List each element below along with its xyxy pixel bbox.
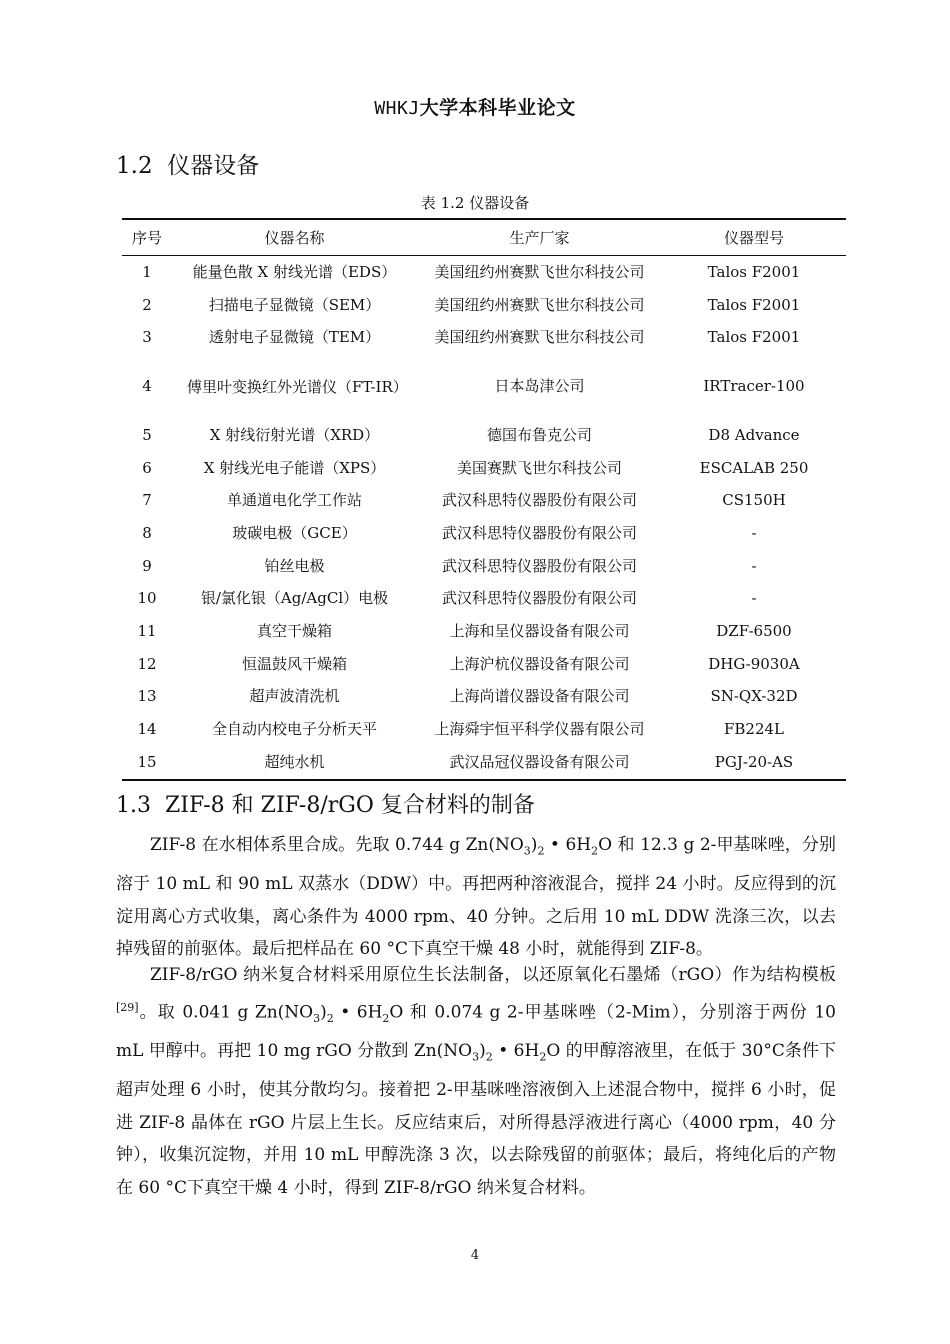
table-cell: 9 [142, 556, 152, 575]
header-latin: WHKJ [374, 98, 420, 119]
section-title: ZIF-8 和 ZIF-8/rGO 复合材料的制备 [165, 793, 535, 818]
table-row [122, 648, 846, 681]
subscript: 2 [382, 1011, 390, 1025]
table-cell: Talos F2001 [707, 262, 801, 281]
section-title: 仪器设备 [167, 153, 260, 179]
table-cell: 4 [142, 377, 152, 396]
text-run: ZIF-8/rGO 纳米复合材料采用原位生长法制备，以还原氧化石墨烯（rGO）作为结构模板 [150, 965, 836, 985]
table-cell: 全自动内校电子分析天平 [211, 720, 377, 739]
table-cell: 透射电子显微镜（TEM） [208, 328, 381, 347]
table-cell: 14 [137, 720, 157, 739]
table-cell: 15 [122, 746, 172, 780]
text-run: • 6H [492, 1041, 540, 1062]
table-cell: X 射线光电子能谱（XPS） [203, 458, 386, 477]
text-run: ) [530, 835, 538, 855]
table-cell: 上海尚谱仪器设备有限公司 [449, 687, 630, 706]
table-cell: DHG-9030A [708, 654, 800, 673]
table-row [122, 354, 846, 419]
table-row [122, 615, 846, 648]
table-cell: 铂丝电极 [264, 556, 325, 575]
equipment-table [122, 218, 846, 781]
subscript: 3 [523, 844, 531, 858]
header-title: 大学本科毕业论文 [419, 97, 576, 119]
table-cell: 武汉品冠仪器设备有限公司 [417, 746, 662, 780]
table-cell: 美国纽约州赛默飞世尔科技公司 [434, 262, 645, 281]
table-cell: 13 [137, 687, 157, 706]
paragraph-zif8-rgo [116, 959, 836, 1205]
table-cell: 1 [142, 262, 152, 281]
table-cell: - [751, 523, 757, 542]
table-cell: Talos F2001 [707, 295, 801, 314]
table-row [122, 746, 846, 780]
citation: [29] [116, 1000, 139, 1014]
table-row [122, 289, 846, 322]
table-cell: 2 [142, 295, 152, 314]
subscript: 3 [313, 1011, 321, 1025]
column-header: 仪器名称 [172, 219, 417, 256]
table-cell: 扫描电子显微镜（SEM） [208, 295, 381, 314]
running-header [0, 93, 950, 120]
table-row [122, 452, 846, 485]
table-row [122, 321, 846, 354]
table-row [122, 484, 846, 517]
table-cell: CS150H [722, 491, 786, 510]
column-header: 序号 [122, 219, 172, 256]
table-row [122, 256, 846, 289]
table-row [122, 419, 846, 452]
table-cell: 超纯水机 [172, 746, 417, 780]
text-run: 。取 0.041 g Zn(NO [138, 1002, 314, 1023]
table-cell: 德国布鲁克公司 [486, 425, 592, 444]
table-row [122, 713, 846, 746]
section-heading-1-2 [116, 147, 259, 180]
subscript: 3 [472, 1050, 480, 1064]
text-run: • 6H [544, 835, 592, 855]
table-row [122, 550, 846, 583]
table-cell: 武汉科思特仪器股份有限公司 [441, 523, 637, 542]
table-cell: 3 [142, 328, 152, 347]
table-cell: 能量色散 X 射线光谱（EDS） [192, 262, 397, 281]
table-cell: D8 Advance [708, 425, 800, 444]
subscript: 2 [537, 844, 545, 858]
table-cell: 武汉科思特仪器股份有限公司 [441, 589, 637, 608]
text-run: ) [479, 1041, 486, 1062]
section-heading-1-3 [116, 788, 535, 819]
subscript: 2 [485, 1050, 493, 1064]
table-cell: DZF-6500 [716, 622, 792, 641]
section-number: 1.3 [116, 793, 151, 818]
table-cell: X 射线衍射光谱（XRD） [209, 425, 380, 444]
text-run: O 的甲醇溶液里，在低于 30°C条件下超声处理 6 小时，使其分散均匀。接着把 2-甲基咪唑溶液倒入上述混合物中，搅拌 6 小时，促进 ZIF-8 晶体在 rGO 片层上生长。反应结束后，对所得悬浮液进行离心（4000 rpm，40 分钟），收集沉淀物，并用 10 mL 甲醇洗涤 3 次，以去除残留的前驱体；最后，将纯化后的产物在 60 °C下真空干燥 4 小时，得到 ZIF-8/rGO 纳米复合材料。 [116, 1041, 836, 1198]
table-cell [172, 354, 417, 419]
table-cell: IRTracer-100 [703, 377, 805, 396]
table-cell: FB224L [723, 720, 785, 739]
table-row [122, 681, 846, 714]
column-header: 生产厂家 [417, 219, 662, 256]
table-cell: SN-QX-32D [710, 687, 798, 706]
text-run: O 和 12.3 g 2-甲基咪唑，分别溶于 10 mL 和 90 mL 双蒸水（DDW）中。再把两种溶液混合，搅拌 24 小时。反应得到的沉淀用离心方式收集，离心条件为 4000 rpm、40 分钟。之后用 10 mL DDW 洗涤三次，以去掉残留的前驱体。最后把样品在 60 °C下真空干燥 48 小时，就能得到 ZIF-8。 [116, 835, 836, 960]
table-cell: 超声波清洗机 [249, 687, 340, 706]
table-cell: 11 [137, 622, 157, 641]
text-run: O 和 0.074 g 2-甲基咪唑（2-Mim），分别溶于两份 10 mL 甲醇中。再把 10 mg rGO 分散到 Zn(NO [116, 1002, 836, 1062]
table-cell-text: 傅里叶变换红外光谱仪（FT-IR） [187, 377, 408, 396]
table-cell: 单通道电化学工作站 [226, 491, 362, 510]
table-cell: 玻碳电极（GCE） [232, 523, 357, 542]
table-cell: 5 [142, 425, 152, 444]
subscript: 2 [539, 1050, 547, 1064]
table-cell: 美国赛默飞世尔科技公司 [456, 458, 622, 477]
table-row [122, 517, 846, 550]
table-cell: ESCALAB 250 [699, 458, 809, 477]
table-cell: 上海舜宇恒平科学仪器有限公司 [434, 720, 645, 739]
text-run: ) [320, 1002, 327, 1023]
table-cell: PGJ-20-AS [662, 746, 846, 780]
table-header-row [122, 219, 846, 256]
text-run: • 6H [333, 1002, 383, 1023]
table-cell: 日本岛津公司 [494, 377, 585, 396]
table-cell: 美国纽约州赛默飞世尔科技公司 [434, 295, 645, 314]
table-cell: 武汉科思特仪器股份有限公司 [441, 491, 637, 510]
paragraph-zif8 [116, 829, 836, 966]
table-cell: 恒温鼓风干燥箱 [241, 654, 347, 673]
table-cell: 美国纽约州赛默飞世尔科技公司 [434, 328, 645, 347]
text-run: ZIF-8 在水相体系里合成。先取 0.744 g Zn(NO [150, 835, 524, 855]
table-cell: Talos F2001 [707, 328, 801, 347]
table-caption: 表 1.2 仪器设备 [420, 194, 530, 212]
table-cell: 上海沪杭仪器设备有限公司 [449, 654, 630, 673]
table-cell: - [751, 589, 757, 608]
table-row [122, 583, 846, 616]
table-cell: 6 [142, 458, 152, 477]
table-cell: 上海和呈仪器设备有限公司 [449, 622, 630, 641]
section-number: 1.2 [116, 153, 153, 179]
subscript: 2 [326, 1011, 334, 1025]
table-cell: 10 [137, 589, 157, 608]
table-cell: 银/氯化银（Ag/AgCl）电极 [200, 589, 389, 608]
table-cell: 真空干燥箱 [256, 622, 332, 641]
subscript: 2 [591, 844, 599, 858]
table-cell: 7 [142, 491, 152, 510]
table-cell: 12 [137, 654, 157, 673]
table-cell: 武汉科思特仪器股份有限公司 [441, 556, 637, 575]
table-cell: - [751, 556, 757, 575]
page-number: 4 [470, 1248, 480, 1263]
table-cell: 8 [142, 523, 152, 542]
column-header: 仪器型号 [662, 219, 846, 256]
